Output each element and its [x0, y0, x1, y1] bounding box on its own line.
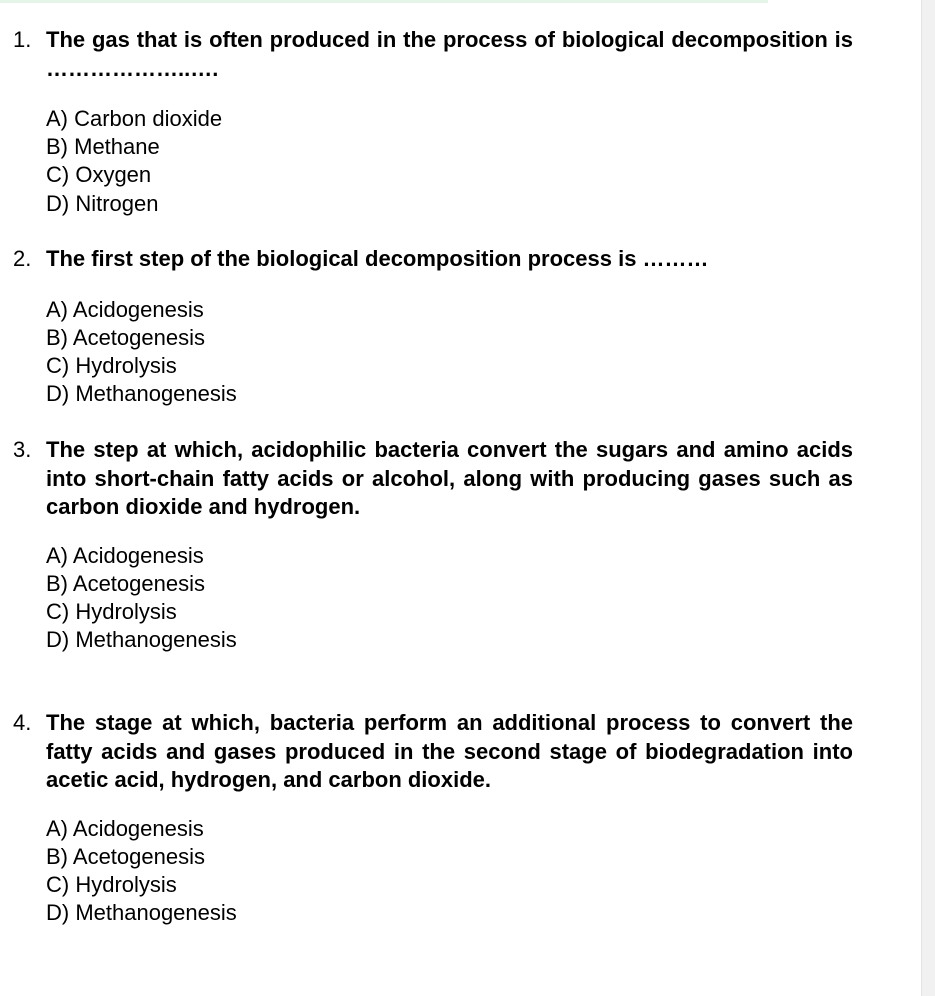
option-d: D) Nitrogen [46, 190, 159, 216]
option-a: A) Acidogenesis [46, 542, 204, 568]
question-number: 1. [13, 27, 32, 52]
question-1 [13, 26, 853, 218]
question-2 [13, 245, 853, 408]
options-list [46, 296, 853, 409]
options-list [46, 542, 853, 655]
options-list [46, 815, 853, 928]
question-header [13, 245, 853, 274]
option-a: A) Acidogenesis [46, 815, 204, 841]
question-header [13, 709, 853, 795]
question-3 [13, 436, 853, 654]
question-header [13, 26, 853, 83]
option-c: C) Oxygen [46, 162, 152, 188]
page-gutter [921, 0, 935, 996]
option-a: A) Carbon dioxide [46, 106, 223, 131]
option-d: D) Methanogenesis [46, 627, 237, 653]
question-text: The step at which, acidophilic bacteria convert the sugars and amino acids into short-chain fatty acids or alcohol, along with producing gases such as carbon dioxide and hydrogen. [46, 437, 853, 519]
top-divider [0, 0, 768, 3]
option-b: B) Acetogenesis [46, 324, 205, 350]
question-number: 3. [13, 437, 32, 462]
question-4 [13, 709, 853, 927]
question-text: The first step of the biological decomposition process is ……… [46, 246, 709, 271]
question-text: The stage at which, bacteria perform an additional process to convert the fatty acids and gases produced in the second stage of biodegradation into acetic acid, hydrogen, and carbon dioxide. [46, 710, 853, 792]
question-header [13, 436, 853, 522]
question-text: The gas that is often produced in the process of biological decomposition is ………………..…. [46, 27, 853, 81]
option-c: C) Hydrolysis [46, 352, 177, 378]
option-b: B) Methane [46, 134, 160, 160]
question-number: 4. [13, 710, 32, 735]
option-d: D) Methanogenesis [46, 381, 237, 407]
option-c: C) Hydrolysis [46, 871, 177, 897]
question-number: 2. [13, 246, 32, 271]
option-b: B) Acetogenesis [46, 843, 205, 869]
option-d: D) Methanogenesis [46, 900, 237, 926]
option-b: B) Acetogenesis [46, 570, 205, 596]
options-list [46, 105, 853, 218]
option-a: A) Acidogenesis [46, 296, 204, 322]
option-c: C) Hydrolysis [46, 598, 177, 624]
